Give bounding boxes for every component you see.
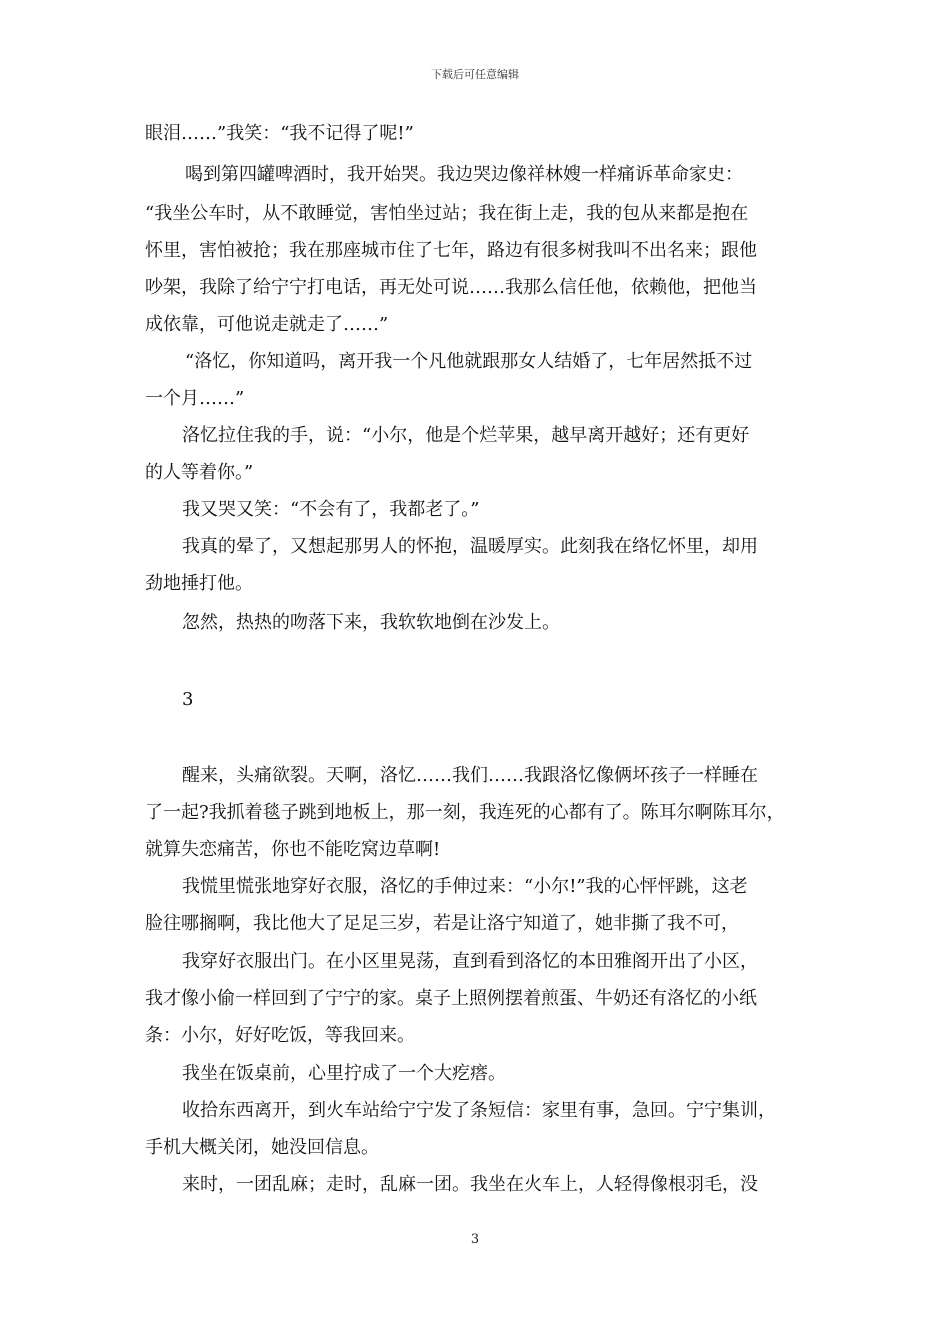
- paragraph-line: 喝到第四罐啤酒时，我开始哭。我边哭边像祥林嫂一样痛诉革命家史：: [185, 164, 743, 185]
- paragraph-line: 我又哭又笑：“不会有了，我都老了。”: [182, 499, 480, 520]
- page-header: 下载后可任意编辑: [431, 68, 519, 81]
- text-line: 就算失恋痛苦，你也不能吃窝边草啊!: [145, 839, 441, 860]
- text-line: 脸往哪搁啊，我比他大了足足三岁，若是让洛宁知道了，她非撕了我不可，: [145, 913, 739, 934]
- text-line: 怀里，害怕被抢；我在那座城市住了七年，路边有很多树我叫不出名来；跟他: [145, 240, 757, 261]
- paragraph-line: 我坐在饭桌前，心里拧成了一个大疙瘩。: [182, 1063, 506, 1084]
- paragraph-line: 醒来，头痛欲裂。天啊，洛忆……我们……我跟洛忆像俩坏孩子一样睡在: [182, 765, 758, 786]
- paragraph-line: 我穿好衣服出门。在小区里晃荡，直到看到洛忆的本田雅阁开出了小区，: [182, 951, 758, 972]
- paragraph-line: “洛忆，你知道吗，离开我一个凡他就跟那女人结婚了，七年居然抵不过: [185, 351, 753, 372]
- section-number: 3: [182, 689, 194, 710]
- paragraph-line: 来时，一团乱麻；走时，乱麻一团。我坐在火车上，人轻得像根羽毛，没: [182, 1174, 758, 1195]
- text-line: 吵架，我除了给宁宁打电话，再无处可说……我那么信任他，依赖他，把他当: [145, 277, 757, 298]
- text-line: 的人等着你。”: [145, 462, 254, 483]
- paragraph-line: 忽然，热热的吻落下来，我软软地倒在沙发上。: [182, 612, 560, 633]
- text-line: 眼泪……”我笑：“我不记得了呢!”: [145, 123, 414, 144]
- text-line: 劲地捶打他。: [145, 573, 253, 594]
- page-number: 3: [470, 1232, 480, 1247]
- text-line: 了一起?我抓着毯子跳到地板上，那一刻，我连死的心都有了。陈耳尔啊陈耳尔，: [145, 802, 785, 823]
- paragraph-line: 收拾东西离开，到火车站给宁宁发了条短信：家里有事，急回。宁宁集训，: [182, 1100, 776, 1121]
- text-line: 成依靠，可他说走就走了……”: [145, 314, 389, 335]
- paragraph-line: 洛忆拉住我的手，说：“小尔，他是个烂苹果，越早离开越好；还有更好: [182, 425, 750, 446]
- text-line: “我坐公车时，从不敢睡觉，害怕坐过站；我在街上走，我的包从来都是抱在: [145, 203, 749, 224]
- text-line: 我才像小偷一样回到了宁宁的家。桌子上照例摆着煎蛋、牛奶还有洛忆的小纸: [145, 988, 757, 1009]
- text-line: 手机大概关闭，她没回信息。: [145, 1137, 379, 1158]
- paragraph-line: 我慌里慌张地穿好衣服，洛忆的手伸过来：“小尔!”我的心怦怦跳，这老: [182, 876, 748, 897]
- text-line: 一个月……”: [145, 388, 245, 409]
- paragraph-line: 我真的晕了，又想起那男人的怀抱，温暖厚实。此刻我在络忆怀里，却用: [182, 536, 758, 557]
- text-line: 条：小尔，好好吃饭，等我回来。: [145, 1025, 415, 1046]
